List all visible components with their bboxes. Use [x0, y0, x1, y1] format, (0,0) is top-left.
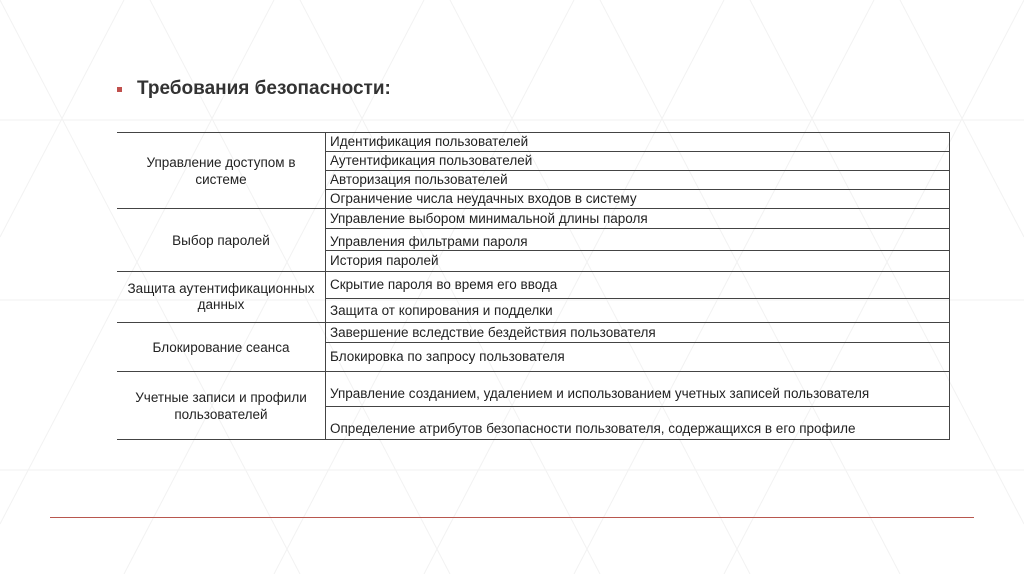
item-cell: Идентификация пользователей: [326, 133, 950, 152]
table-row: [117, 209, 950, 229]
bullet-marker: [117, 87, 122, 92]
heading-text: Требования безопасности:: [137, 78, 391, 99]
table-row: [117, 133, 950, 152]
requirements-table: [117, 132, 950, 440]
category-cell: Блокирование сеанса: [117, 323, 326, 372]
item-cell: Авторизация пользователей: [326, 171, 950, 190]
item-cell: Аутентификация пользователей: [326, 152, 950, 171]
item-cell: Блокировка по запросу пользователя: [326, 343, 950, 372]
table-row: [117, 272, 950, 299]
category-cell: Защита аутентификационных данных: [117, 272, 326, 323]
footer-divider: [50, 517, 974, 518]
item-cell: Управление созданием, удалением и использованием учетных записей пользователя: [326, 372, 950, 407]
category-cell: Управление доступом в системе: [117, 133, 326, 209]
item-cell: Завершение вследствие бездействия пользователя: [326, 323, 950, 343]
category-cell: Выбор паролей: [117, 209, 326, 272]
item-cell: Определение атрибутов безопасности пользователя, содержащихся в его профиле: [326, 407, 950, 440]
item-cell: Управления фильтрами пароля: [326, 229, 950, 251]
table-row: [117, 323, 950, 343]
item-cell: Защита от копирования и подделки: [326, 299, 950, 323]
table-row: [117, 372, 950, 407]
item-cell: Скрытие пароля во время его ввода: [326, 272, 950, 299]
slide-heading: [117, 78, 391, 100]
item-cell: История паролей: [326, 251, 950, 272]
category-cell: Учетные записи и профили пользователей: [117, 372, 326, 440]
item-cell: Ограничение числа неудачных входов в систему: [326, 190, 950, 209]
item-cell: Управление выбором минимальной длины пароля: [326, 209, 950, 229]
